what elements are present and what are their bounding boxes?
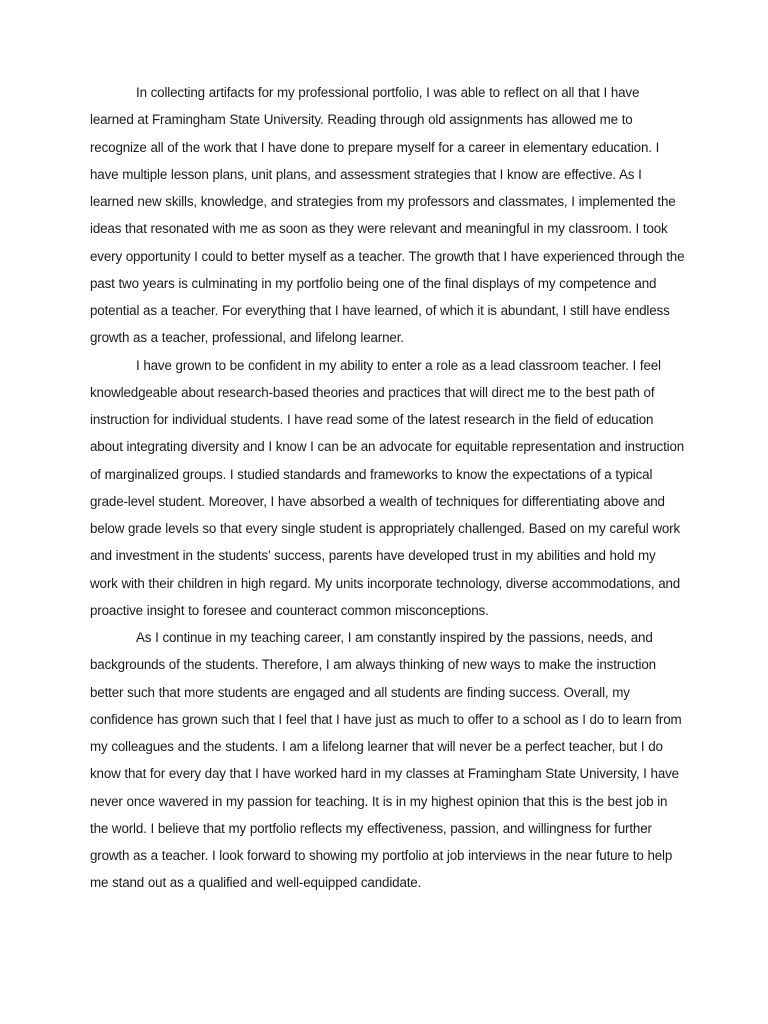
essay-body — [90, 79, 686, 897]
paragraph-reflection: In collecting artifacts for my professional portfolio, I was able to reflect on all that I have learned at Framingham State University. Reading through old assignments has allowed me to recognize all of the work that I have done to prepare myself for a career in elementary education. I have multiple lesson plans, unit plans, and assessment strategies that I know are effective. As I learned new skills, knowledge, and strategies from my professors and classmates, I implemented the ideas that resonated with me as soon as they were relevant and meaningful in my classroom. I took every opportunity I could to better myself as a teacher. The growth that I have experienced through the past two years is culminating in my portfolio being one of the final displays of my competence and potential as a teacher. For everything that I have learned, of which it is abundant, I still have endless growth as a teacher, professional, and lifelong learner. — [90, 85, 685, 346]
paragraph-future: As I continue in my teaching career, I am constantly inspired by the passions, needs, and backgrounds of the students. Therefore, I am always thinking of new ways to make the instruction better such that more students are engaged and all students are finding success. Overall, my confidence has grown such that I feel that I have just as much to offer to a school as I do to learn from my colleagues and the students. I am a lifelong learner that will never be a perfect teacher, but I do know that for every day that I have worked hard in my classes at Framingham State University, I have never once wavered in my passion for teaching. It is in my highest opinion that this is the best job in the world. I believe that my portfolio reflects my effectiveness, passion, and willingness for further growth as a teacher. I look forward to showing my portfolio at job interviews in the near future to help me stand out as a qualified and well-equipped candidate. — [90, 630, 682, 891]
paragraph-confidence: I have grown to be confident in my ability to enter a role as a lead classroom teacher. I feel knowledgeable about research-based theories and practices that will direct me to the best path of instruction for individual students. I have read some of the latest research in the field of education about integrating diversity and I know I can be an advocate for equitable representation and instruction of marginalized groups. I studied standards and frameworks to know the expectations of a typical grade-level student. Moreover, I have absorbed a wealth of techniques for differentiating above and below grade levels so that every single student is appropriately challenged. Based on my careful work and investment in the students’ success, parents have developed trust in my abilities and hold my work with their children in high regard. My units incorporate technology, diverse accommodations, and proactive insight to foresee and counteract common misconceptions. — [90, 357, 685, 618]
